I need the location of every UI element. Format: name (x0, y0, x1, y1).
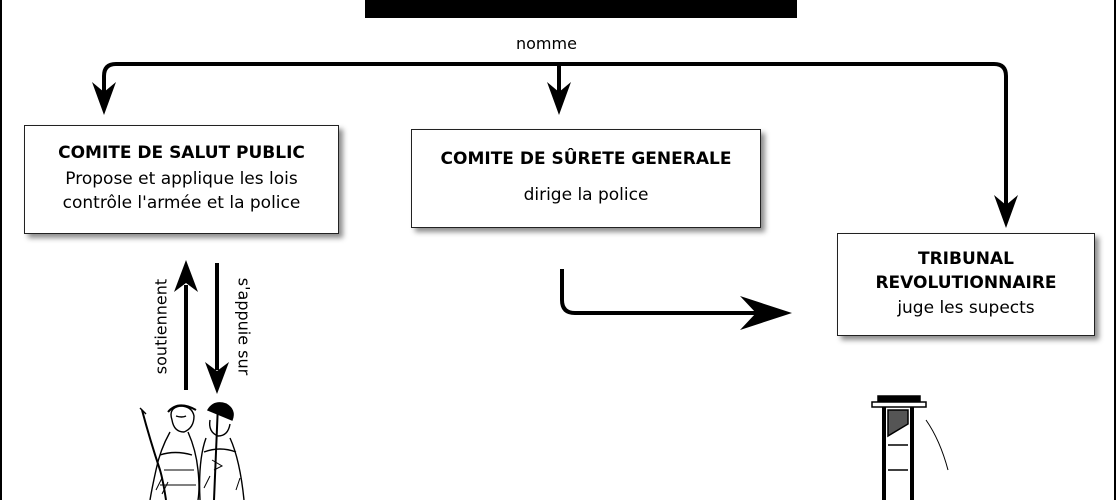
box-comite-surete-generale (411, 129, 761, 228)
csp-line2: contrôle l'armée et la police (62, 193, 301, 213)
csp-line1: Propose et applique les lois (65, 169, 298, 189)
tribunal-title-line1: TRIBUNAL (918, 249, 1014, 269)
tribunal-line1: juge les supects (897, 298, 1035, 318)
label-nomme: nomme (516, 34, 577, 53)
label-appuie-sur: s'appuie sur (234, 277, 254, 376)
box-comite-salut-public (24, 125, 339, 234)
tribunal-title-line2: REVOLUTIONNAIRE (875, 273, 1057, 293)
box-tribunal-revolutionnaire (837, 233, 1095, 336)
label-soutiennent: soutiennent (151, 278, 171, 375)
csg-to-tribunal-connector (562, 269, 760, 313)
csg-line1: dirige la police (523, 185, 649, 205)
csp-title: COMITE DE SALUT PUBLIC (58, 143, 305, 163)
csg-title: COMITE DE SÛRETE GENERALE (440, 149, 732, 169)
guillotine-illustration (872, 396, 948, 500)
sans-culottes-illustration (140, 403, 244, 500)
